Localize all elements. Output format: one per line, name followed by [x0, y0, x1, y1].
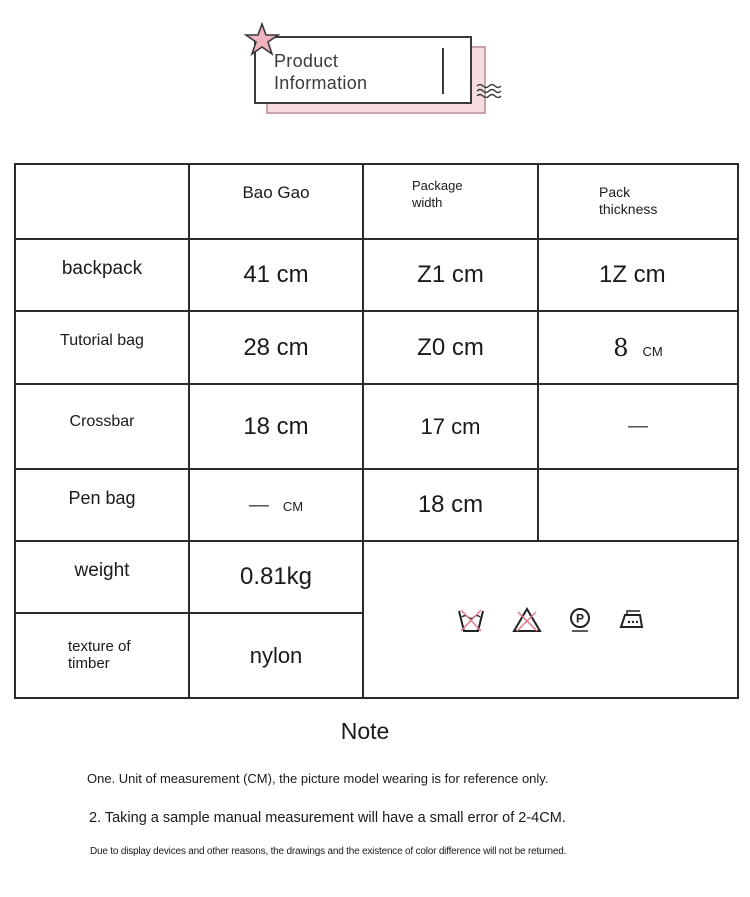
note-title: Note — [340, 718, 390, 744]
table-row — [15, 311, 738, 384]
note-line-1: One. Unit of measurement (CM), the picture model wearing is for reference only. — [87, 771, 549, 786]
table-header-row — [15, 164, 738, 239]
badge-divider — [442, 48, 444, 94]
header-cell-empty — [15, 164, 189, 239]
cell-package-width: 17 cm — [363, 384, 538, 469]
cell-pack-thickness: 8 CM — [538, 311, 738, 384]
product-information-badge — [244, 22, 506, 114]
cell-weight-value: 0.81kg — [189, 541, 363, 613]
note-line-2: 2. Taking a sample manual measurement will have a small error of 2-4CM. — [89, 810, 566, 826]
dry-clean-p-icon — [568, 606, 592, 634]
badge-title: Product Information — [274, 51, 368, 93]
table-row — [15, 384, 738, 469]
size-spec-table — [14, 163, 739, 699]
row-label-weight: weight — [15, 541, 189, 613]
cell-pack-thickness: 1Z cm — [538, 239, 738, 311]
cell-package-width: 18 cm — [363, 469, 538, 541]
care-icons — [364, 606, 737, 634]
cell-package-width: Z1 cm — [363, 239, 538, 311]
table-row — [15, 469, 738, 541]
cell-pack-thickness: — — [538, 384, 738, 469]
hand-wash-icon — [456, 606, 486, 634]
table-row — [15, 239, 738, 311]
header-cell-pack-thickness: Pack thickness — [538, 164, 738, 239]
cell-bao-gao: 18 cm — [189, 384, 363, 469]
care-icons-cell — [363, 541, 738, 698]
no-bleach-icon — [512, 606, 542, 634]
cell-bao-gao: 41 cm — [189, 239, 363, 311]
row-label-texture: texture of timber — [15, 613, 189, 698]
iron-low-icon — [618, 608, 646, 632]
header-cell-bao-gao: Bao Gao — [189, 164, 363, 239]
table-row — [15, 541, 738, 613]
row-label-crossbar: Crossbar — [15, 384, 189, 469]
cell-bao-gao: — CM — [189, 469, 363, 541]
cell-bao-gao: 28 cm — [189, 311, 363, 384]
cell-texture-value: nylon — [189, 613, 363, 698]
row-label-pen-bag: Pen bag — [15, 469, 189, 541]
note-line-3: Due to display devices and other reasons, the drawings and the existence of color difference will not be returned. — [90, 846, 567, 857]
cell-pack-thickness — [538, 469, 738, 541]
row-label-backpack: backpack — [15, 239, 189, 311]
waves-icon — [476, 82, 504, 98]
header-cell-package-width: Package width — [363, 164, 538, 239]
row-label-tutorial-bag: Tutorial bag — [15, 311, 189, 384]
cell-package-width: Z0 cm — [363, 311, 538, 384]
svg-text:P: P — [575, 611, 584, 625]
